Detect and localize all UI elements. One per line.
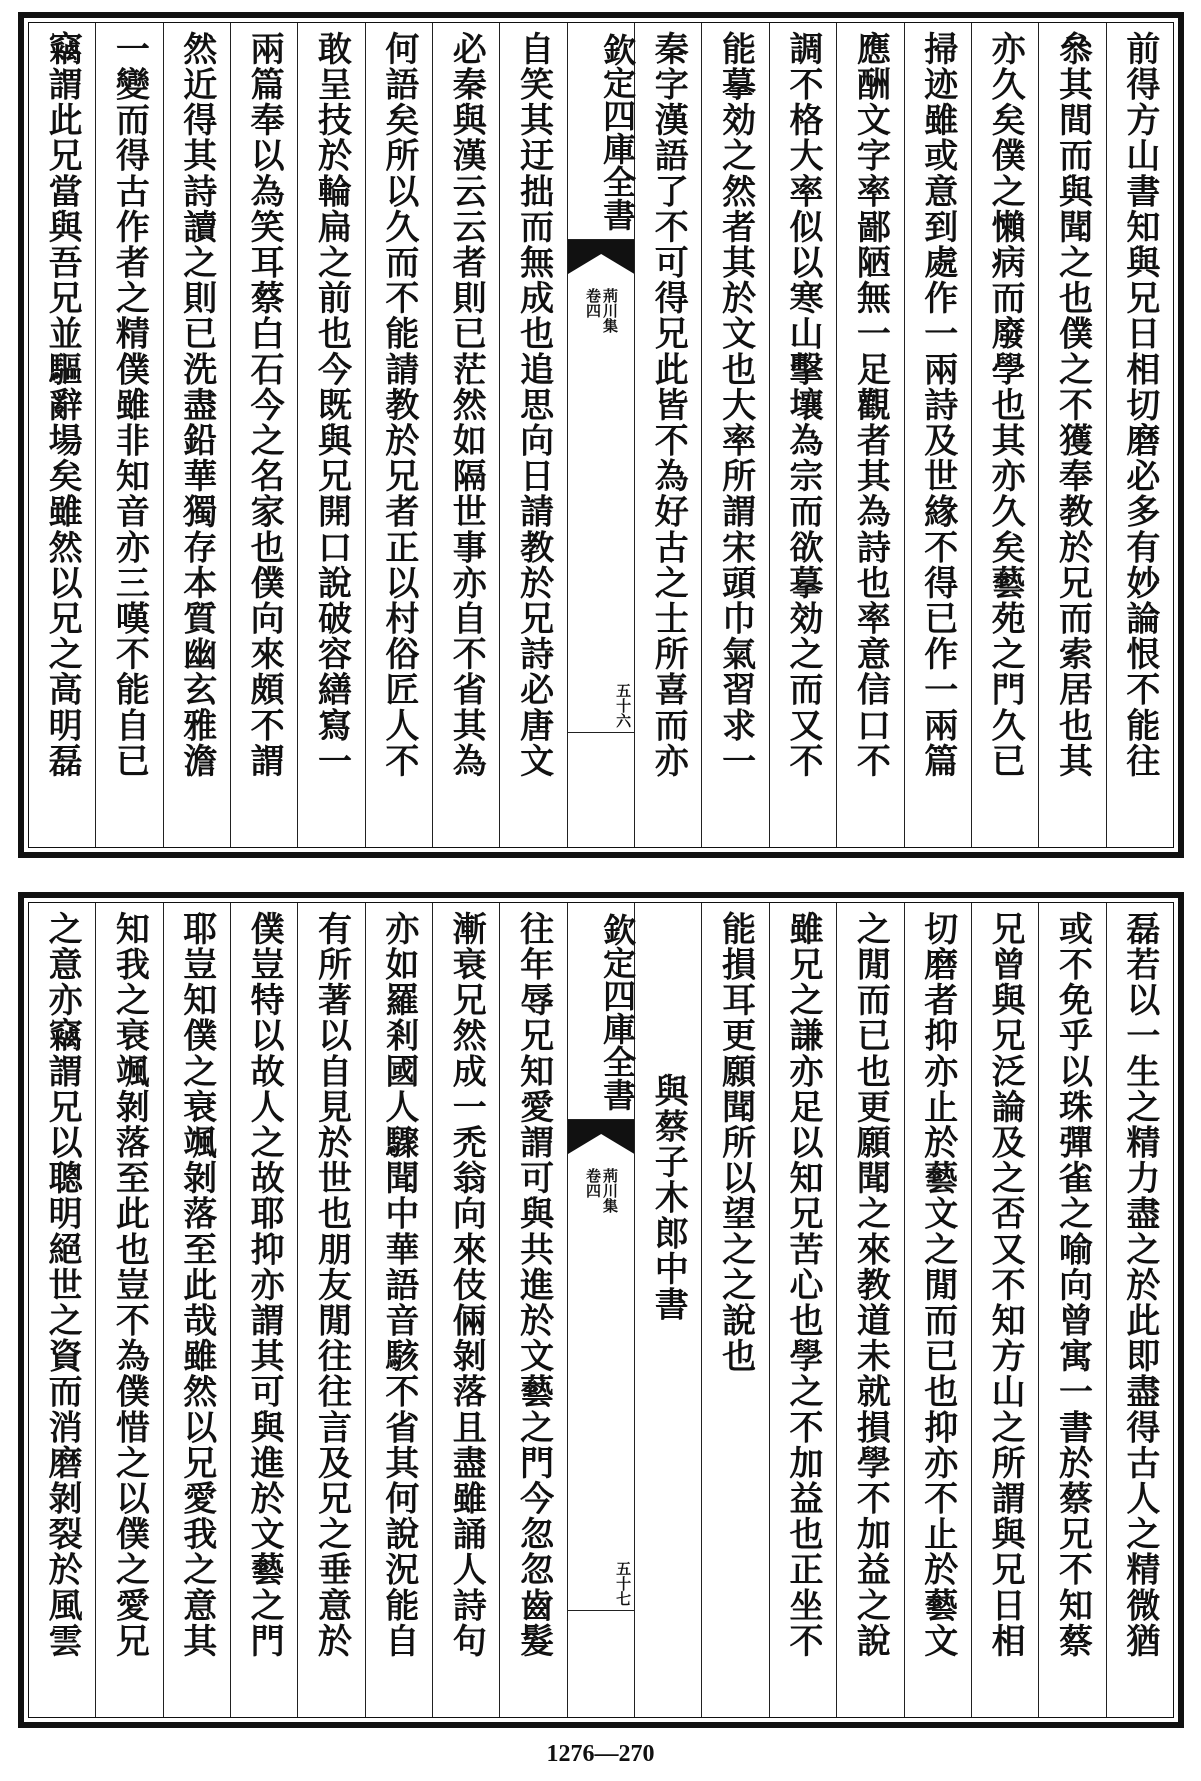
text-column: 兄曾與兄泛論及之否又不知方山之所謂與兄日相 xyxy=(971,903,1038,1717)
text-column: 有所著以自見於世也朋友閒往往言及兄之垂意於 xyxy=(297,903,364,1717)
text-column: 亦如羅剎國人驟聞中華語音駭不省其何說況能自 xyxy=(365,903,432,1717)
volume-number: 卷四 xyxy=(583,1168,602,1198)
text-column: 何語矣所以久而不能請教於兄者正以村俗匠人不 xyxy=(365,23,432,847)
lower-page-frame xyxy=(28,902,1174,1718)
text-column: 竊謂此兄當與吾兄並驅辭場矣雖然以兄之高明磊 xyxy=(42,31,83,779)
letter-title-column: 與蔡子木郎中書 xyxy=(634,903,701,1717)
text-column: 能摹効之然者其於文也大率所謂宋頭巾氣習求一 xyxy=(701,23,768,847)
text-column: 兩篇奉以為笑耳蔡白石今之名家也僕向來頗不謂 xyxy=(230,23,297,847)
collection-name: 荊川集 xyxy=(600,1168,619,1213)
upper-page-frame xyxy=(28,22,1174,848)
text-column: 切磨者抑亦止於藝文之閒而已也抑亦不止於藝文 xyxy=(904,903,971,1717)
text-column: 敢呈技於輪扁之前也今既與兄開口說破容繕寫一 xyxy=(297,23,364,847)
text-column: 應酬文字率鄙陋無一足觀者其為詩也率意信口不 xyxy=(836,23,903,847)
book-title: 欽定四庫全書 xyxy=(568,23,634,240)
text-column: 必秦與漢云云者則已茫然如隔世事亦自不省其為 xyxy=(432,23,499,847)
folio-number: 五十七 xyxy=(568,1561,634,1611)
text-column: 亦久矣僕之懶病而廢學也其亦久矣藝苑之門久已 xyxy=(971,23,1038,847)
text-column: 秦字漢語了不可得兄此皆不為好古之士所喜而亦 xyxy=(634,23,701,847)
text-column: 或不免乎以珠彈雀之喻向曾寓一書於蔡兄不知蔡 xyxy=(1038,903,1105,1717)
fish-tail-ornament-icon xyxy=(568,240,634,274)
text-column: 知我之衰颯剝落至此也豈不為僕惜之以僕之愛兄 xyxy=(95,903,162,1717)
text-column: 磊若以一生之精力盡之於此即盡得古人之精微猶 xyxy=(1106,903,1173,1717)
folio-number: 五十六 xyxy=(568,683,634,733)
upper-page xyxy=(18,12,1184,858)
lower-page xyxy=(18,892,1184,1728)
fish-tail-ornament-icon xyxy=(568,1120,634,1154)
page-spine xyxy=(567,903,638,1717)
collection-name: 荊川集 xyxy=(600,288,619,333)
text-column: 耶豈知僕之衰颯剝落至此哉雖然以兄愛我之意其 xyxy=(163,903,230,1717)
text-column: 往年辱兄知愛謂可與共進於文藝之門今忽忽齒髮 xyxy=(499,903,566,1717)
book-title: 欽定四庫全書 xyxy=(568,903,634,1120)
collection-volume xyxy=(585,288,617,333)
text-column: 前得方山書知與兄日相切磨必多有妙論恨不能往 xyxy=(1106,23,1173,847)
text-column: 之意亦竊謂兄以聰明絕世之資而消磨剝裂於風雲 xyxy=(42,911,83,1659)
text-column: 掃迹雖或意到處作一兩詩及世緣不得已作一兩篇 xyxy=(904,23,971,847)
text-column: 之閒而已也更願聞之來教道未就損學不加益之說 xyxy=(836,903,903,1717)
volume-number: 卷四 xyxy=(583,288,602,318)
text-column: 一變而得古作者之精僕雖非知音亦三嘆不能自已 xyxy=(95,23,162,847)
text-column: 僕豈特以故人之故耶抑亦謂其可與進於文藝之門 xyxy=(230,903,297,1717)
collection-volume xyxy=(585,1168,617,1213)
text-column: 叅其間而與聞之也僕之不獲奉教於兄而索居也其 xyxy=(1038,23,1105,847)
text-column: 能損耳更願聞所以望之之說也 xyxy=(701,903,768,1717)
text-column: 自笑其迂拙而無成也追思向日請教於兄詩必唐文 xyxy=(499,23,566,847)
text-column: 調不格大率似以寒山擊壤為宗而欲摹効之而又不 xyxy=(769,23,836,847)
text-column: 漸衰兄然成一禿翁向來伎倆剝落且盡雖誦人詩句 xyxy=(432,903,499,1717)
page-footer-number: 1276—270 xyxy=(546,1741,655,1767)
text-column: 然近得其詩讀之則已洗盡鉛華獨存本質幽玄雅澹 xyxy=(163,23,230,847)
page-spine xyxy=(567,23,638,847)
text-column: 雖兄之謙亦足以知兄苦心也學之不加益也正坐不 xyxy=(769,903,836,1717)
